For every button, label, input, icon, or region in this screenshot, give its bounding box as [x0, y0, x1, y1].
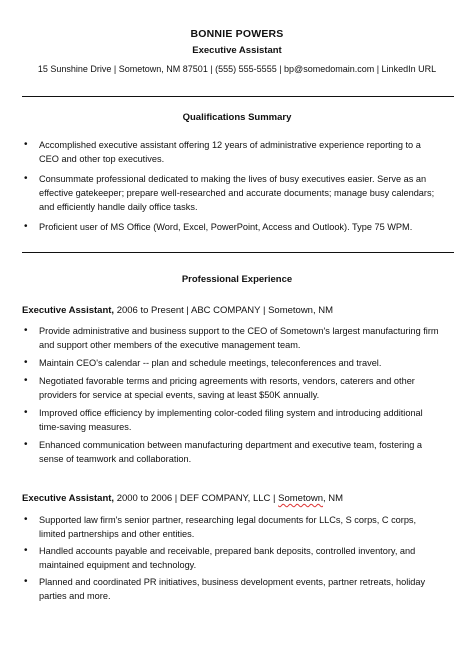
- bullet-icon: •: [24, 221, 28, 232]
- job-duties-list: [22, 513, 442, 606]
- bullet-icon: •: [24, 325, 28, 336]
- job-title: Executive Assistant,: [22, 493, 115, 504]
- list-item: • Consummate professional dedicated to making the lives of busy executives easier. Serve as an effective gatekeeper; prepare well-researched and accurate documents; manage busy calendars; and efficiently handle daily office tasks.: [24, 173, 435, 212]
- job-duties-list: [22, 324, 442, 470]
- list-item: • Maintain CEO's calendar -- plan and schedule meetings, teleconferences and travel.: [24, 357, 382, 368]
- section-divider: [22, 252, 454, 253]
- bullet-icon: •: [24, 439, 28, 450]
- qualifications-title: Qualifications Summary: [182, 112, 292, 123]
- list-item: • Handled accounts payable and receivable, prepared bank deposits, controlled inventory, and maintained equipment and technology.: [24, 545, 416, 570]
- bullet-icon: •: [24, 357, 28, 368]
- list-item: • Supported law firm's senior partner, researching legal documents for LLCs, S corps, C corps, limited partnerships and other entities.: [24, 514, 417, 539]
- list-item: • Proficient user of MS Office (Word, Excel, PowerPoint, Access and Outlook). Type 75 WPM.: [24, 221, 413, 232]
- bullet-icon: •: [24, 545, 28, 556]
- list-item: • Accomplished executive assistant offering 12 years of administrative experience reporting to a CEO and other top executives.: [24, 139, 421, 164]
- bullet-icon: •: [24, 514, 28, 525]
- list-item: • Negotiated favorable terms and pricing agreements with resorts, vendors, caterers and other providers for service at special events, saving at least $50K annually.: [24, 375, 415, 400]
- bullet-icon: •: [24, 173, 28, 184]
- job-details: 2006 to Present | ABC COMPANY | Sometown, NM: [114, 305, 334, 316]
- bullet-icon: •: [24, 139, 28, 150]
- list-item: • Provide administrative and business support to the CEO of Sometown's largest manufacturing firm and support other members of the executive management team.: [24, 325, 439, 350]
- job-details: 2000 to 2006 | DEF COMPANY, LLC |: [114, 493, 279, 504]
- list-item: • Improved office efficiency by implementing color-coded filing system and introducing additional time-saving measures.: [24, 407, 423, 432]
- qualifications-list: [22, 138, 442, 240]
- contact-line: 15 Sunshine Drive | Sometown, NM 87501 | (555) 555-5555 | bp@somedomain.com | LinkedIn URL: [37, 64, 437, 74]
- job-title: Executive Assistant,: [22, 305, 115, 316]
- section-divider: [22, 96, 454, 97]
- experience-title: Professional Experience: [181, 274, 293, 285]
- job-heading: [22, 305, 333, 316]
- job-details-tail: , NM: [323, 493, 344, 504]
- list-item: • Enhanced communication between manufacturing department and executive team, fostering a sense of teamwork and collaboration.: [24, 439, 423, 464]
- job-heading: [22, 493, 343, 504]
- bullet-icon: •: [24, 407, 28, 418]
- bullet-icon: •: [24, 375, 28, 386]
- candidate-name: BONNIE POWERS: [190, 28, 284, 40]
- list-item: • Planned and coordinated PR initiatives, business development events, partner retreats, holiday parties and more.: [24, 576, 426, 601]
- candidate-role: Executive Assistant: [192, 45, 282, 56]
- spellcheck-flagged-word: Sometown: [278, 493, 324, 504]
- bullet-icon: •: [24, 576, 28, 587]
